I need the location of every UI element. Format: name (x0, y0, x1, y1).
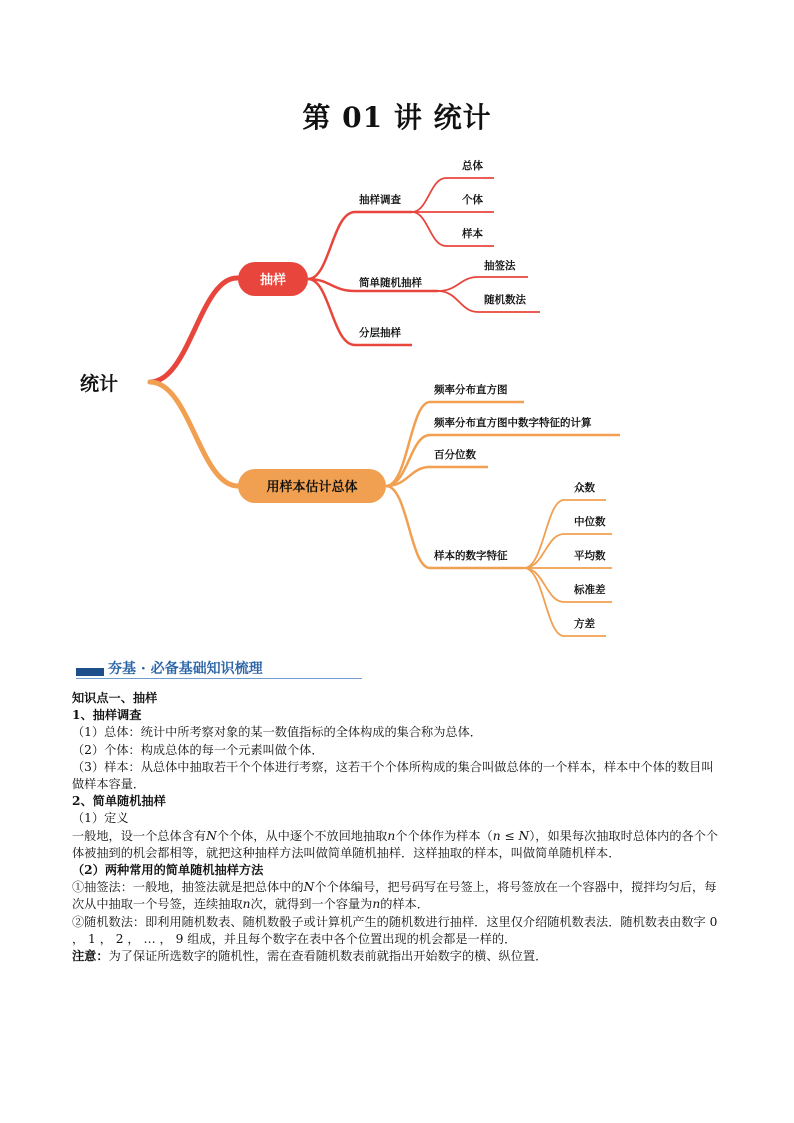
subheading-survey: 1、抽样调查 (72, 708, 142, 723)
section-header-underline (76, 678, 362, 679)
section-header-bar (76, 668, 104, 676)
para-lottery: ①抽签法：一般地，抽签法就是把总体中的N个个体编号，把号码写在号签上，将号签放在一个容器中，搅拌均匀后，每次从中抽取一个号签，连续抽取n次，就得到一个容量为n的样本． (72, 880, 717, 912)
node-survey-label: 抽样调查 (359, 194, 401, 206)
para-note: 注意：为了保证所选数字的随机性，需在查看随机数表前就指出开始数字的横、纵位置． (72, 949, 548, 964)
leaf-variance: 方差 (574, 618, 595, 630)
node-numeric-label: 样本的数字特征 (434, 550, 508, 562)
page-title: 第 01 讲 统计 (302, 101, 492, 134)
node-stratified-label: 分层抽样 (359, 327, 401, 339)
node-simple-label: 简单随机抽样 (359, 277, 422, 289)
branch-survey (308, 212, 412, 279)
node-histogram-calc-label: 频率分布直方图中数字特征的计算 (434, 417, 592, 429)
subheading-definition: （1）定义 (72, 811, 129, 826)
leaf-individual: 个体 (462, 194, 483, 206)
branch-root-sampling (150, 278, 238, 382)
node-histogram-label: 频率分布直方图 (434, 384, 508, 396)
para-sample: （3）样本：从总体中抽取若干个个体进行考察，这若干个个体所构成的集合叫做总体的一个样本，样本中个体的数目叫做样本容量． (72, 759, 714, 792)
leaf-mean: 平均数 (574, 550, 606, 562)
section-header-label: 夯基 · 必备基础知识梳理 (108, 661, 263, 677)
node-percentile-label: 百分位数 (434, 449, 476, 461)
knowledge-point-heading: 知识点一、抽样 (72, 691, 158, 705)
leaf-lottery: 抽签法 (484, 260, 516, 272)
mindmap-root: 统计 (80, 373, 119, 395)
content-body (72, 690, 724, 965)
branch-histogram (386, 402, 524, 486)
node-sampling-label: 抽样 (259, 273, 287, 288)
leaf-std: 标准差 (574, 584, 606, 596)
subheading-methods: （2）两种常用的简单随机抽样方法 (72, 863, 264, 878)
leaf-mode: 众数 (574, 482, 595, 494)
leaf-population: 总体 (462, 160, 483, 172)
leaf-sample: 样本 (462, 228, 483, 240)
subheading-simple: 2、简单随机抽样 (72, 794, 166, 809)
section-header (76, 656, 362, 680)
para-individual: （2）个体：构成总体的每一个元素叫做个体． (72, 742, 324, 757)
para-population: （1）总体：统计中所考察对象的某一数值指标的全体构成的集合称为总体． (72, 725, 482, 740)
leaf-median: 中位数 (574, 516, 606, 528)
leaf-random-number: 随机数法 (484, 294, 526, 306)
para-random-number: ②随机数法：即利用随机数表、随机数骰子或计算机产生的随机数进行抽样．这里仅介绍随机数表法．随机数表由数字 0 ， 1 ， 2 ， … ， 9 组成，并且每个数字在表中各个位置出现的机会都是一样的． (72, 914, 718, 946)
branch-root-estimate (150, 382, 238, 486)
branch-histogram-calc (386, 435, 620, 486)
node-estimate-label: 用样本估计总体 (266, 480, 358, 495)
para-definition: 一般地，设一个总体含有N个个体，从中逐个不放回地抽取n个个体作为样本（n ≤ N），如果每次抽取时总体内的各个个体被抽到的机会都相等，就把这种抽样方法叫做简单随机抽样．这样抽取的样本，叫做简单随机样本． (72, 828, 719, 860)
branch-leaf (438, 277, 528, 291)
